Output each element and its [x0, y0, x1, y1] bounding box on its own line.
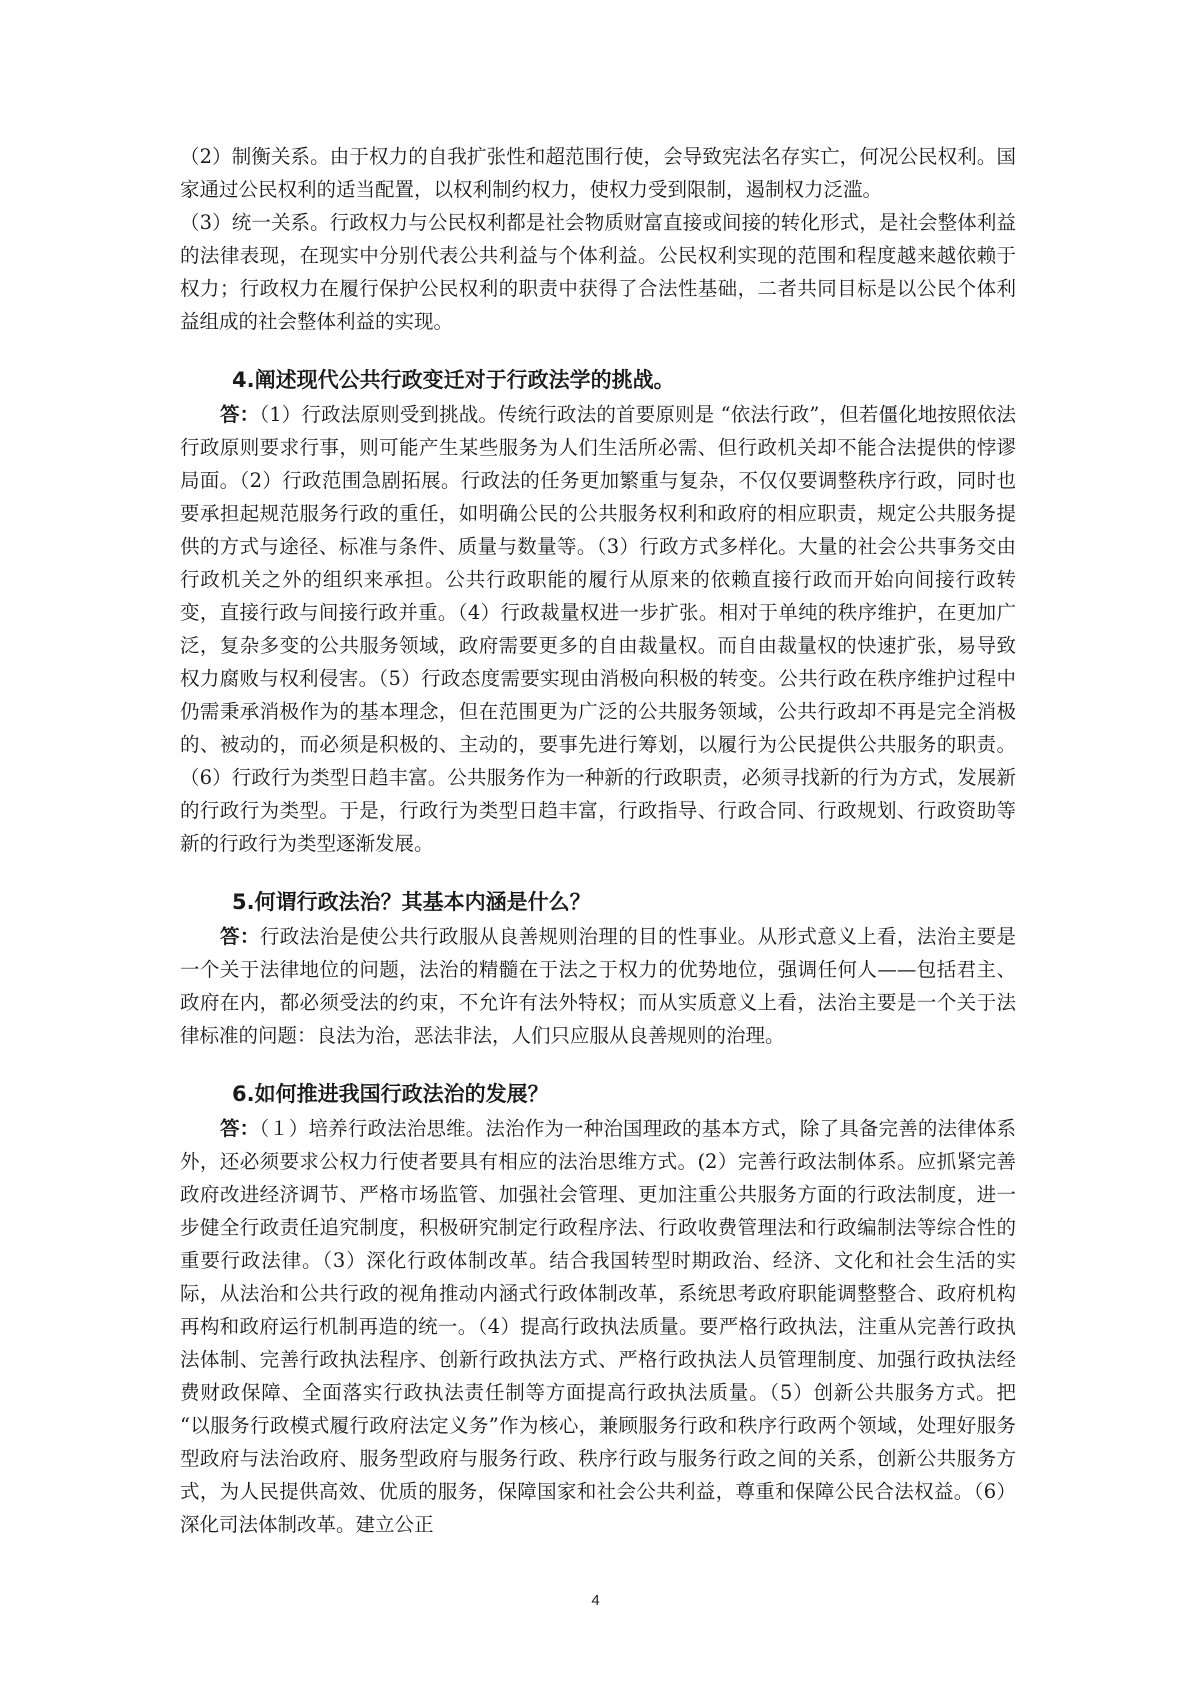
question-4-answer-text: （1）行政法原则受到挑战。传统行政法的首要原则是 “依法行政”，但若僵化地按照依法行政原则要求行事，则可能产生某些服务为人们生活所必需、但行政机关却不能合法提供的悖谬局面。（2）行政范围急剧拓展。行政法的任务更加繁重与复杂，不仅仅要调整秩序行政，同时也要承担起规范服务行政的重任，如明确公民的公共服务权利和政府的相应职责，规定公共服务提供的方式与途径、标准与条件、质量与数量等。（3）行政方式多样化。大量的社会公共事务交由行政机关之外的组织来承担。公共行政职能的履行从原来的依赖直接行政而开始向间接行政转变，直接行政与间接行政并重。（4）行政裁量权进一步扩张。相对于单纯的秩序维护，在更加广泛，复杂多变的公共服务领域，政府需要更多的自由裁量权。而自由裁量权的快速扩张，易导致权力腐败与权利侵害。（5）行政态度需要实现由消极向积极的转变。公共行政在秩序维护过程中仍需秉承消极作为的基本理念，但在范围更为广泛的公共服务领域，公共行政却不再是完全消极的、被动的，而必须是积极的、主动的，要事先进行筹划，以履行为公民提供公共服务的职责。（6）行政行为类型日趋丰富。公共服务作为一种新的行政职责，必须寻找新的行为方式，发展新的行政行为类型。于是，行政行为类型日趋丰富，行政指导、行政合同、行政规划、行政资助等新的行政行为类型逐渐发展。	[180, 403, 1016, 855]
answer-label: 答：	[220, 403, 260, 426]
question-6-section	[180, 1076, 1016, 1541]
intro-paragraph-unity: （3）统一关系。行政权力与公民权利都是社会物质财富直接或间接的转化形式，是社会整体利益的法律表现，在现实中分别代表公共利益与个体利益。公民权利实现的范围和程度越来越依赖于权力；行政权力在履行保护公民权利的职责中获得了合法性基础，二者共同目标是以公民个体利益组成的社会整体利益的实现。	[180, 211, 1016, 333]
document-page	[180, 140, 1016, 1541]
question-5-title: 5.何谓行政法治？其基本内涵是什么？	[232, 890, 591, 914]
question-6-answer	[180, 1112, 1016, 1541]
answer-label: 答：	[220, 925, 260, 948]
question-6-title: 6.如何推进我国行政法治的发展？	[232, 1082, 549, 1106]
question-5-answer	[180, 920, 1016, 1052]
question-5-answer-text: 行政法治是使公共行政服从良善规则治理的目的性事业。从形式意义上看，法治主要是一个关于法律地位的问题，法治的精髓在于法之于权力的优势地位，强调任何人——包括君主、政府在内，都必须受法的约束，不允许有法外特权；而从实质意义上看，法治主要是一个关于法律标准的问题：良法为治，恶法非法，人们只应服从良善规则的治理。	[180, 925, 1016, 1047]
question-5-section	[180, 884, 1016, 1052]
intro-paragraph-balance: （2）制衡关系。由于权力的自我扩张性和超范围行使，会导致宪法名存实亡，何况公民权利。国家通过公民权利的适当配置，以权利制约权力，使权力受到限制，遏制权力泛滥。	[180, 145, 1016, 201]
answer-label: 答：	[220, 1117, 260, 1140]
question-6-answer-text: （１）培养行政法治思维。法治作为一种治国理政的基本方式，除了具备完善的法律体系外，还必须要求公权力行使者要具有相应的法治思维方式。(2）完善行政法制体系。应抓紧完善政府改进经济调节、严格市场监管、加强社会管理、更加注重公共服务方面的行政法制度，进一步健全行政责任追究制度，积极研究制定行政程序法、行政收费管理法和行政编制法等综合性的重要行政法律。（3）深化行政体制改革。结合我国转型时期政治、经济、文化和社会生活的实际，从法治和公共行政的视角推动内涵式行政体制改革，系统思考政府职能调整整合、政府机构再构和政府运行机制再造的统一。（4）提高行政执法质量。要严格行政执法，注重从完善行政执法体制、完善行政执法程序、创新行政执法方式、严格行政执法人员管理制度、加强行政执法经费财政保障、全面落实行政执法责任制等方面提高行政执法质量。（5）创新公共服务方式。把 “以服务行政模式履行政府法定义务”作为核心，兼顾服务行政和秩序行政两个领域，处理好服务型政府与法治政府、服务型政府与服务行政、秩序行政与服务行政之间的关系，创新公共服务方式，为人民提供高效、优质的服务，保障国家和社会公共利益，尊重和保障公民合法权益。（6）深化司法体制改革。建立公正	[180, 1117, 1016, 1536]
question-4-title: 4.阐述现代公共行政变迁对于行政法学的挑战。	[232, 368, 675, 392]
question-4-section	[180, 362, 1016, 860]
question-4-answer	[180, 398, 1016, 860]
page-number: 4	[591, 1592, 600, 1609]
